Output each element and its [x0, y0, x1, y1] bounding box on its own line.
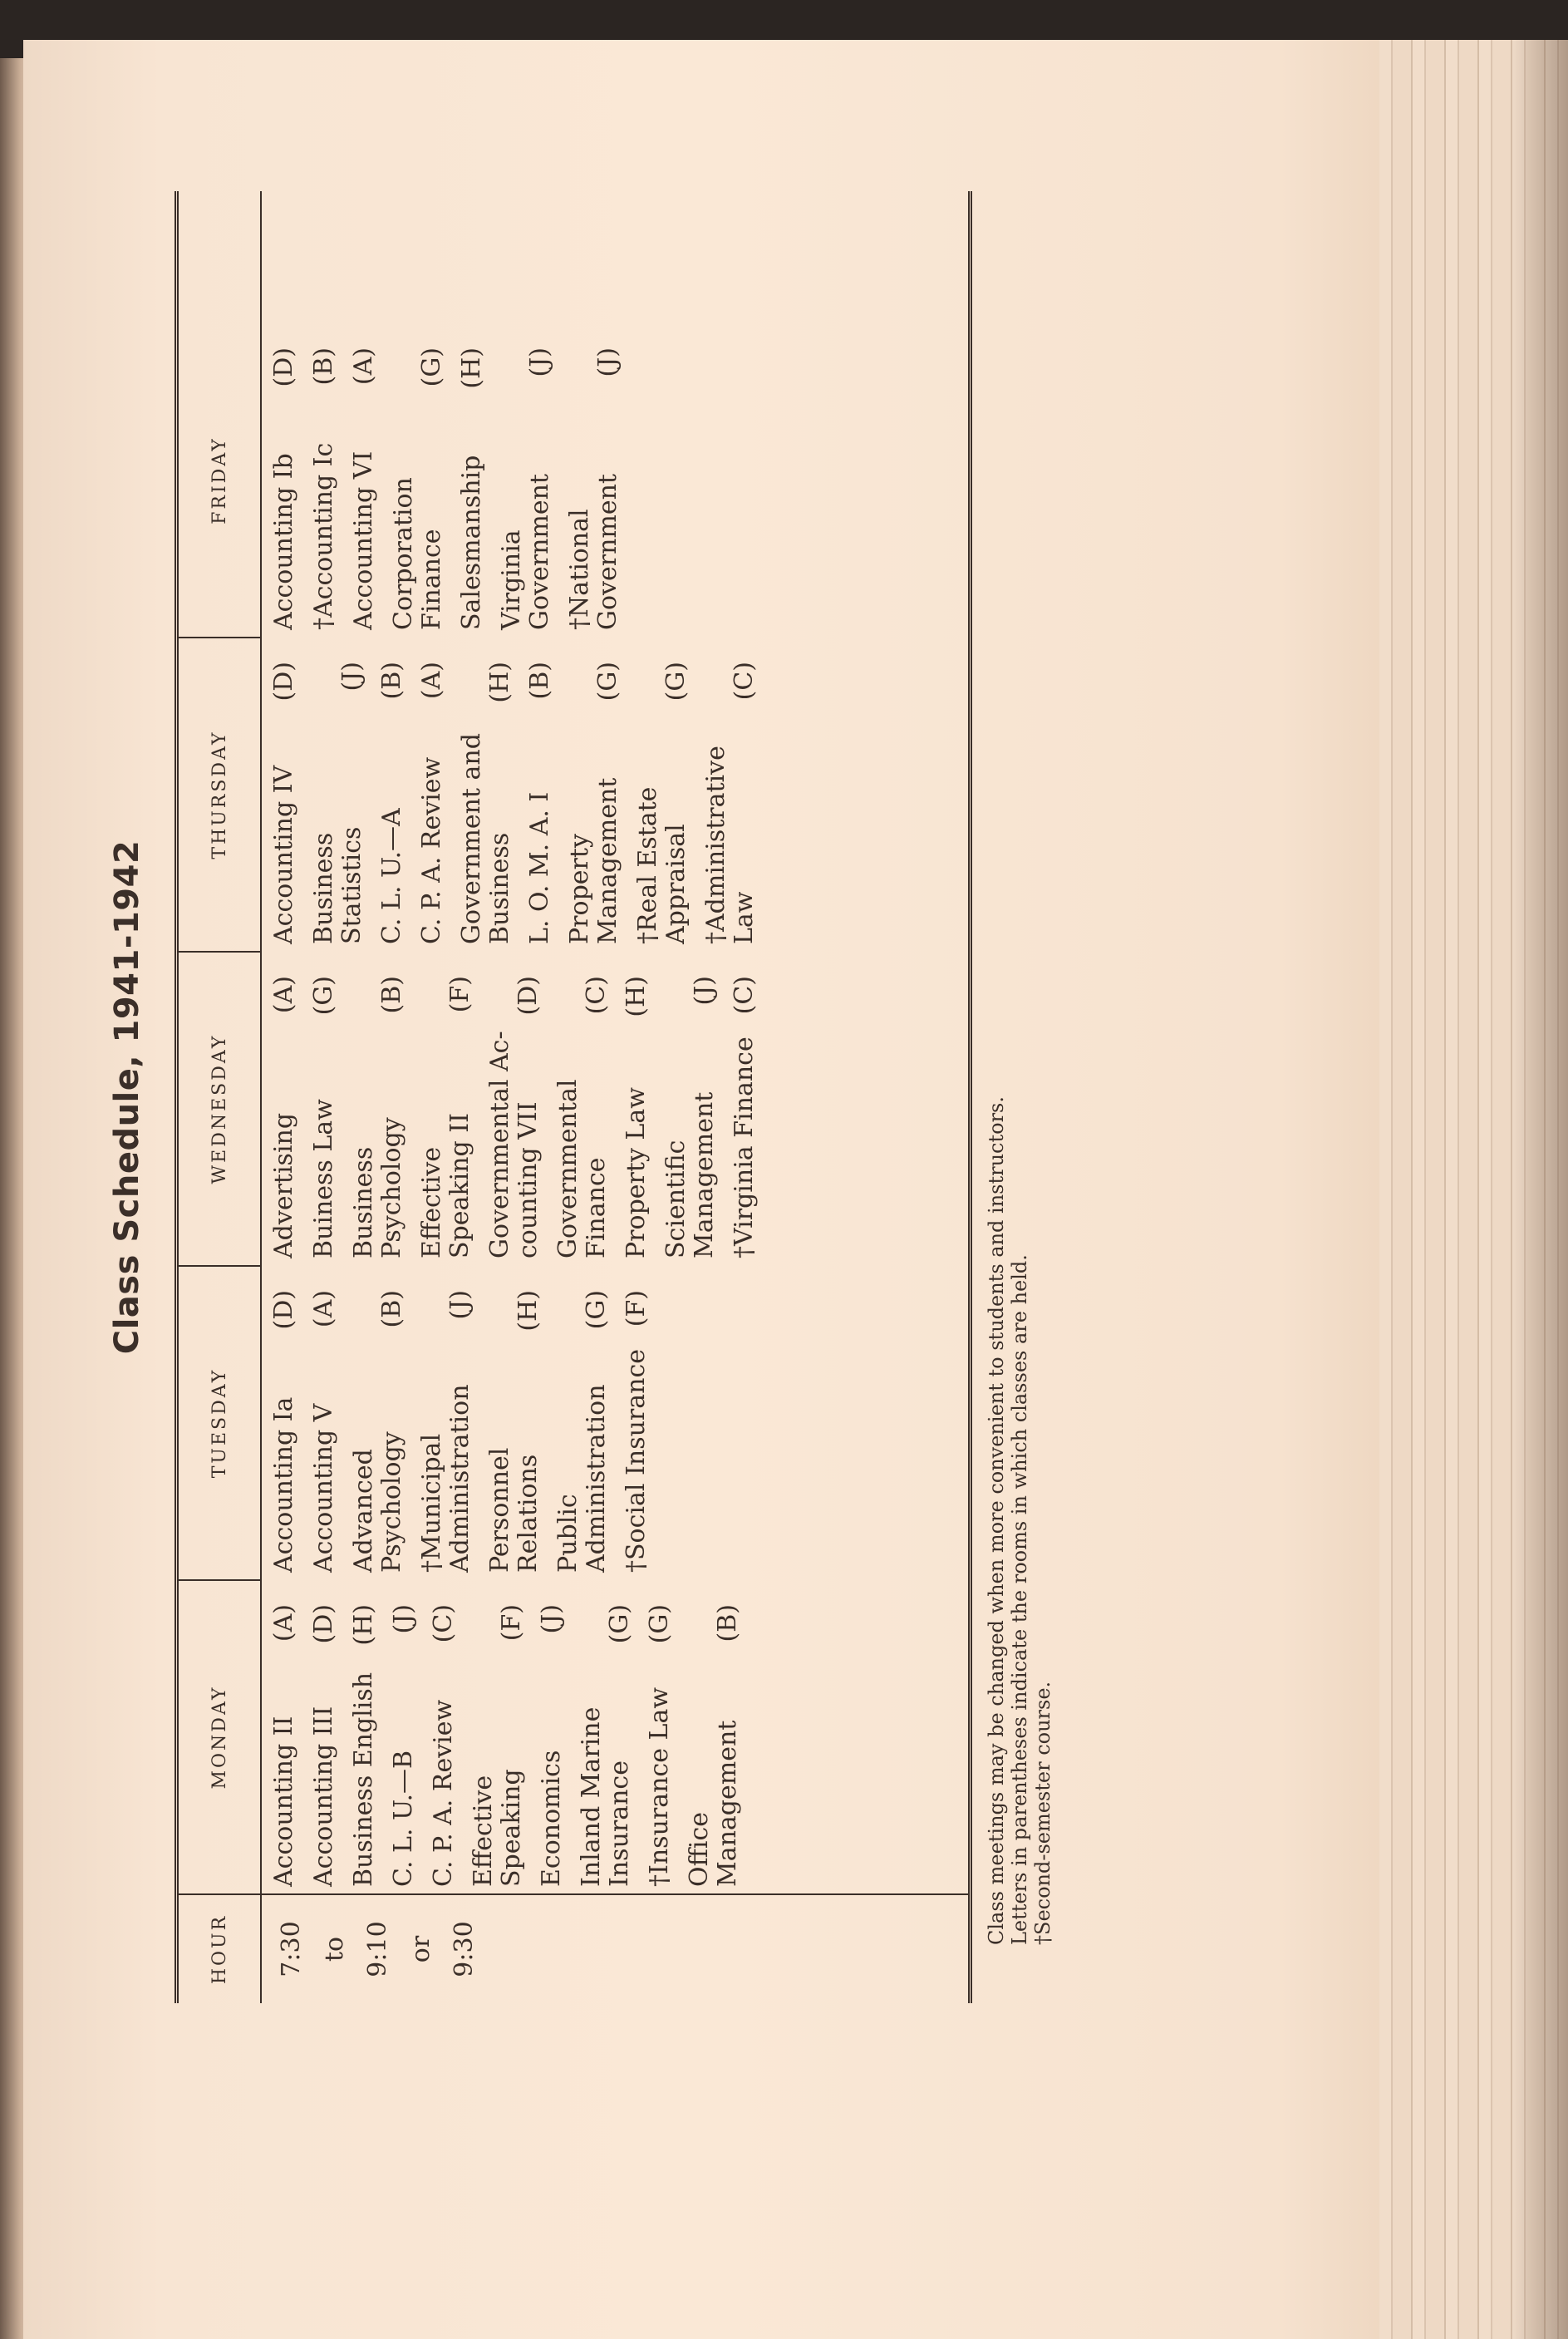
- hour-line: 9:10: [363, 1921, 392, 1977]
- room-letter: (G): [309, 976, 338, 1016]
- course-name: Effective Speaking: [469, 1769, 526, 1887]
- course-entry: [390, 1604, 418, 1887]
- page-title: Class Schedule, 1941-1942: [108, 840, 146, 1355]
- column-divider: [179, 1893, 260, 1895]
- course-entry: [310, 1604, 338, 1887]
- course-entry: [418, 1290, 474, 1573]
- course-name: L. O. M. A. I: [525, 791, 554, 944]
- course-name: †Municipal Administration: [417, 1384, 474, 1573]
- room-letter: (G): [661, 662, 691, 702]
- hour-line: to: [320, 1936, 349, 1962]
- room-letter: (G): [593, 662, 622, 702]
- thursday-column: [270, 662, 770, 944]
- course-name: Business Psychology: [349, 1117, 406, 1258]
- header-hour: HOUR: [209, 1913, 230, 1985]
- course-entry: [686, 1604, 742, 1887]
- room-letter: (H): [622, 976, 651, 1017]
- course-name: C. P. A. Review: [417, 756, 446, 944]
- course-name: Accounting IV: [269, 765, 298, 944]
- room-letter: (C): [730, 976, 759, 1015]
- course-name: Office Management: [685, 1720, 742, 1887]
- course-entry: [578, 1604, 634, 1887]
- room-letter: (A): [349, 347, 378, 386]
- room-letter: (J): [690, 976, 719, 1006]
- schedule-page-content: [108, 191, 1072, 2003]
- room-letter: (B): [377, 1290, 406, 1328]
- hour-column: [270, 1903, 486, 1995]
- column-divider: [179, 1265, 260, 1267]
- course-name: †Administrative Law: [701, 746, 759, 944]
- course-entry: [310, 347, 338, 630]
- friday-column: [270, 347, 634, 630]
- room-letter: (J): [337, 662, 366, 692]
- course-name: Accounting Ib: [269, 453, 298, 630]
- course-entry: [378, 662, 406, 944]
- column-divider: [179, 637, 260, 638]
- room-letter: (D): [269, 347, 298, 387]
- header-wednesday: WEDNESDAY: [209, 1033, 230, 1184]
- footnote: †Second-semester course.: [1031, 1681, 1054, 1945]
- footnote: Letters in parentheses indicate the rooms in which classes are held.: [1008, 1254, 1031, 1945]
- room-letter: (B): [377, 976, 406, 1014]
- hour-line: 7:30: [277, 1921, 306, 1977]
- course-entry: [390, 347, 446, 630]
- room-letter: (H): [514, 1290, 543, 1332]
- course-name: Buiness Law: [309, 1099, 338, 1258]
- course-entry: [418, 662, 446, 944]
- course-name: Virginia Government: [497, 474, 554, 630]
- hour-line: 9:30: [450, 1921, 479, 1977]
- room-letter: (J): [537, 1604, 566, 1634]
- course-name: C. L. U.—A: [377, 808, 406, 944]
- course-entry: [498, 347, 554, 630]
- header-friday: FRIDAY: [209, 436, 230, 524]
- course-entry: [526, 662, 554, 944]
- room-letter: (C): [429, 1604, 458, 1643]
- course-entry: [350, 1290, 406, 1573]
- course-name: Advanced Psychology: [349, 1431, 406, 1573]
- room-letter: (G): [645, 1604, 674, 1644]
- course-entry: [270, 976, 298, 1258]
- course-entry: [430, 1604, 458, 1887]
- course-name: Business English: [349, 1672, 378, 1887]
- table-header-row: [179, 191, 262, 2003]
- room-letter: (A): [269, 976, 298, 1014]
- course-name: Governmental Finance: [553, 1079, 611, 1258]
- course-name: †Social Insurance: [622, 1348, 651, 1573]
- room-letter: (A): [309, 1290, 338, 1328]
- room-letter: (D): [269, 1290, 298, 1330]
- course-entry: [270, 347, 298, 630]
- column-divider: [179, 951, 260, 953]
- course-entry: [662, 976, 719, 1258]
- room-letter: (J): [593, 347, 622, 377]
- header-tuesday: TUESDAY: [209, 1367, 230, 1479]
- course-name: Accounting Ia: [269, 1396, 298, 1573]
- room-letter: (G): [582, 1290, 611, 1330]
- header-thursday: THURSDAY: [209, 730, 230, 859]
- course-entry: [622, 976, 651, 1258]
- course-name: Property Law: [622, 1087, 651, 1258]
- room-letter: (A): [417, 662, 446, 700]
- hour-column-divider: [260, 1893, 968, 1895]
- course-name: Personnel Relations: [485, 1447, 543, 1573]
- course-name: †Real Estate Appraisal: [633, 786, 691, 944]
- course-entry: [350, 976, 406, 1258]
- course-entry: [702, 662, 759, 944]
- course-entry: [418, 976, 474, 1258]
- course-entry: [458, 662, 514, 944]
- course-entry: [646, 1604, 674, 1887]
- course-name: Accounting III: [309, 1706, 338, 1887]
- room-letter: (D): [309, 1604, 338, 1644]
- course-name: †Insurance Law: [645, 1687, 674, 1887]
- monday-column: [270, 1604, 754, 1887]
- course-entry: [350, 1604, 378, 1887]
- footnotes: [985, 283, 1054, 1945]
- course-name: Government and Business: [457, 733, 514, 944]
- course-entry: [538, 1604, 566, 1887]
- course-name: Business Statistics: [309, 826, 366, 944]
- course-entry: [270, 662, 298, 944]
- course-name: Accounting VI: [349, 451, 378, 630]
- course-entry: [486, 1290, 543, 1573]
- course-entry: [622, 1290, 651, 1573]
- room-letter: (B): [309, 347, 338, 386]
- course-name: C. L. U.—B: [389, 1750, 418, 1887]
- room-letter: (D): [269, 662, 298, 702]
- course-entry: [486, 976, 543, 1258]
- page-edges: [1379, 40, 1568, 2339]
- course-name: Governmental Ac- counting VII: [485, 1031, 543, 1258]
- room-letter: (G): [417, 347, 446, 387]
- course-entry: [730, 976, 759, 1258]
- course-name: †Virginia Finance: [730, 1037, 759, 1258]
- course-name: Accounting V: [309, 1403, 338, 1573]
- course-name: Accounting II: [269, 1716, 298, 1887]
- tuesday-column: [270, 1290, 662, 1573]
- room-letter: (H): [349, 1604, 378, 1646]
- room-letter: (B): [377, 662, 406, 700]
- room-letter: (G): [605, 1604, 634, 1644]
- header-monday: MONDAY: [209, 1685, 230, 1790]
- course-entry: [310, 976, 338, 1258]
- course-entry: [469, 1604, 526, 1887]
- room-letter: (J): [525, 347, 554, 377]
- course-name: †National Government: [565, 474, 622, 630]
- room-letter: (F): [445, 976, 474, 1013]
- course-entry: [566, 662, 622, 944]
- course-name: Public Administration: [553, 1384, 611, 1573]
- course-name: Corporation Finance: [389, 477, 446, 630]
- course-entry: [554, 1290, 611, 1573]
- course-entry: [554, 976, 611, 1258]
- course-name: †Accounting Ic: [309, 442, 338, 630]
- room-letter: (J): [445, 1290, 474, 1320]
- room-letter: (B): [713, 1604, 742, 1642]
- column-divider: [179, 1579, 260, 1581]
- room-letter: (A): [269, 1604, 298, 1642]
- room-letter: (C): [730, 662, 759, 701]
- course-name: Effective Speaking II: [417, 1113, 474, 1258]
- room-letter: (D): [514, 976, 543, 1016]
- hour-line: or: [406, 1935, 435, 1963]
- course-entry: [310, 1290, 338, 1573]
- course-name: Salesmanship: [457, 455, 486, 630]
- course-name: C. P. A. Review: [429, 1699, 458, 1887]
- course-entry: [310, 662, 366, 944]
- course-entry: [350, 347, 378, 630]
- room-letter: (H): [485, 662, 514, 703]
- course-entry: [458, 347, 486, 630]
- room-letter: (F): [497, 1604, 526, 1642]
- course-entry: [270, 1290, 298, 1573]
- wednesday-column: [270, 976, 770, 1258]
- course-name: Advertising: [269, 1112, 298, 1258]
- course-entry: [634, 662, 691, 944]
- room-letter: (F): [622, 1290, 651, 1327]
- course-name: Economics: [537, 1750, 566, 1887]
- course-name: Inland Marine Insurance: [577, 1706, 634, 1887]
- room-letter: (J): [389, 1604, 418, 1634]
- course-name: Property Management: [565, 777, 622, 944]
- room-letter: (C): [582, 976, 611, 1015]
- footnote: Class meetings may be changed when more convenient to students and instructors.: [985, 1096, 1008, 1945]
- room-letter: (H): [457, 347, 486, 389]
- course-name: Scientific Management: [661, 1091, 719, 1258]
- course-entry: [566, 347, 622, 630]
- course-entry: [270, 1604, 298, 1887]
- room-letter: (B): [525, 662, 554, 700]
- schedule-table: [174, 191, 972, 2003]
